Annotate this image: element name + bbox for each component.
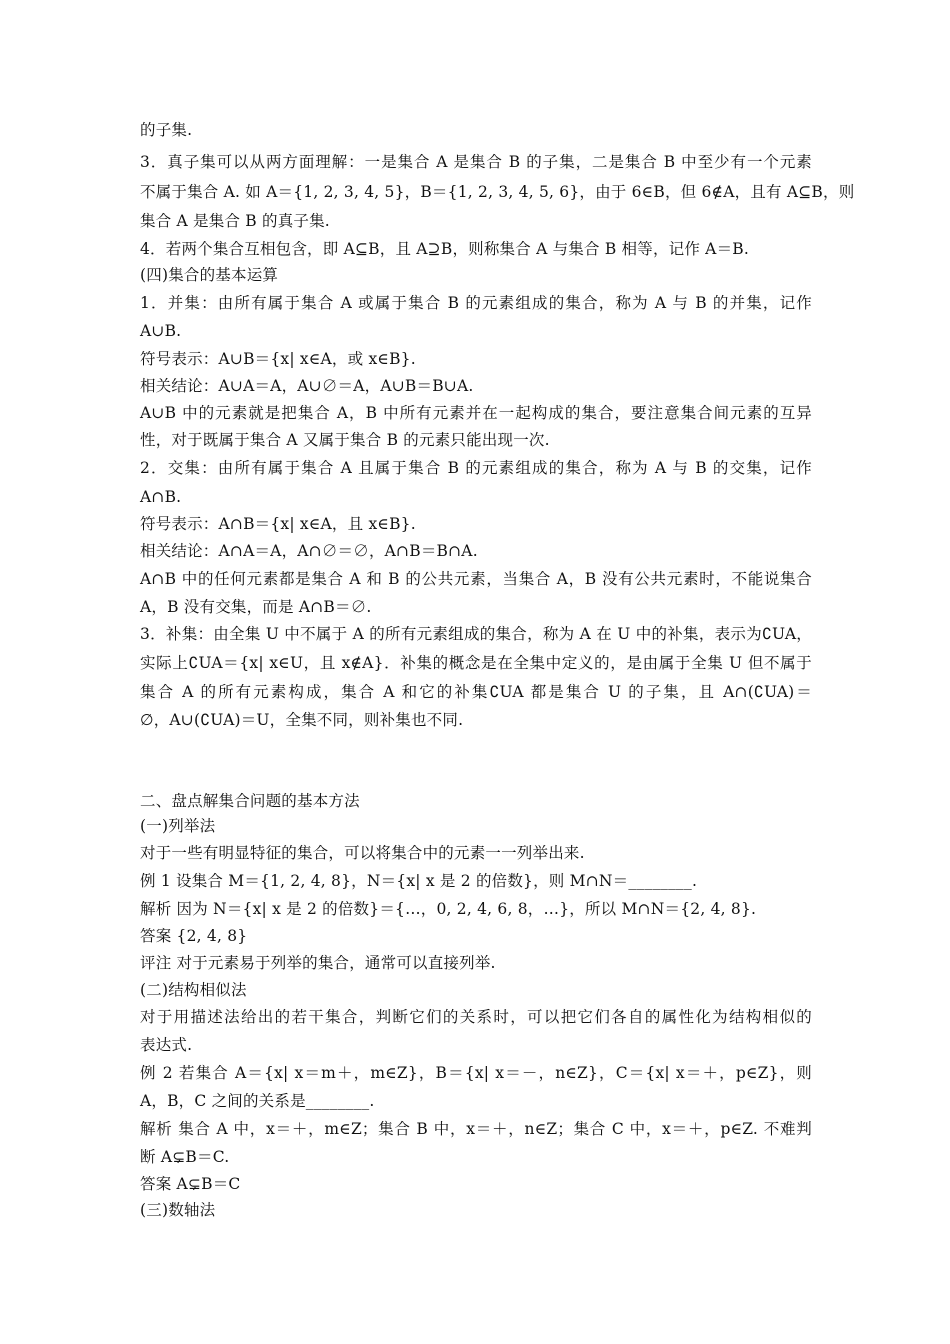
subsection-heading: (一)列举法 [140,817,216,835]
text-line: 1．并集：由所有属于集合 A 或属于集合 B 的元素组成的集合，称为 A 与 B 的并集，记作 [140,294,812,312]
text-line: A∪B 中的元素就是把集合 A，B 中所有元素并在一起构成的集合，要注意集合间元素的互异 [140,404,812,422]
text-line: 性，对于既属于集合 A 又属于集合 B 的元素只能出现一次. [140,431,550,449]
text-line: A，B 没有交集，而是 A∩B＝∅. [140,598,372,616]
text-line: 相关结论：A∩A＝A，A∩∅＝∅，A∩B＝B∩A. [140,542,478,560]
text-line: 的子集. [140,121,193,139]
text-line: ∅，A∪(∁UA)＝U，全集不同，则补集也不同. [140,711,464,729]
example-line: 例 1 设集合 M＝{1, 2, 4, 8}，N＝{x| x 是 2 的倍数}，则 M∩N＝________. [140,872,698,890]
text-line: 符号表示：A∪B＝{x| x∈A，或 x∈B}. [140,350,416,368]
subsection-heading: (三)数轴法 [140,1201,216,1219]
text-line: 断 A⊊B＝C. [140,1148,230,1166]
answer-line: 答案 A⊊B＝C [140,1175,241,1193]
text-line: 集合 A 的所有元素构成，集合 A 和它的补集∁UA 都是集合 U 的子集，且 A∩(∁UA)＝ [140,683,812,701]
analysis-line: 解析 集合 A 中，x＝＋，m∈Z；集合 B 中，x＝＋，n∈Z；集合 C 中，x＝＋，p∈Z. 不难判 [140,1120,812,1138]
text-line: 4．若两个集合互相包含，即 A⊆B，且 A⊇B，则称集合 A 与集合 B 相等，记作 A＝B. [140,240,749,258]
text-line: 3．补集：由全集 U 中不属于 A 的所有元素组成的集合，称为 A 在 U 中的补集，表示为∁UA， [140,625,812,643]
section-heading: 二、盘点解集合问题的基本方法 [140,792,360,810]
analysis-line: 解析 因为 N＝{x| x 是 2 的倍数}＝{…，0, 2, 4, 6, 8，…}，所以 M∩N＝{2, 4, 8}. [140,900,757,918]
comment-line: 评注 对于元素易于列举的集合，通常可以直接列举. [140,954,496,972]
text-line: 符号表示：A∩B＝{x| x∈A，且 x∈B}. [140,515,416,533]
text-line: A，B，C 之间的关系是________. [140,1092,375,1110]
text-line: 对于一些有明显特征的集合，可以将集合中的元素一一列举出来. [140,844,585,862]
text-line: A∪B. [140,322,182,340]
text-line: 表达式. [140,1036,193,1054]
subsection-heading: (二)结构相似法 [140,981,247,999]
example-line: 例 2 若集合 A＝{x| x＝m＋，m∈Z}，B＝{x| x＝－，n∈Z}，C＝{x| x＝＋，p∈Z}，则 [140,1064,812,1082]
text-line: 3．真子集可以从两方面理解：一是集合 A 是集合 B 的子集，二是集合 B 中至少有一个元素 [140,153,812,171]
text-line: 对于用描述法给出的若干集合，判断它们的关系时，可以把它们各自的属性化为结构相似的 [140,1008,812,1026]
text-line: A∩B. [140,488,182,506]
text-line: A∩B 中的任何元素都是集合 A 和 B 的公共元素，当集合 A，B 没有公共元素时，不能说集合 [140,570,812,588]
text-line: 2．交集：由所有属于集合 A 且属于集合 B 的元素组成的集合，称为 A 与 B 的交集，记作 [140,459,812,477]
text-line: 实际上∁UA＝{x| x∈U，且 x∉A}．补集的概念是在全集中定义的，是由属于全集 U 但不属于 [140,654,812,672]
answer-line: 答案 {2, 4, 8} [140,927,248,945]
text-line: 集合 A 是集合 B 的真子集. [140,212,330,230]
text-line: 不属于集合 A. 如 A＝{1, 2, 3, 4, 5}，B＝{1, 2, 3, 4, 5, 6}，由于 6∈B，但 6∉A，且有 A⊆B，则 [140,183,855,201]
text-line: 相关结论：A∪A＝A，A∪∅＝A，A∪B＝B∪A. [140,377,474,395]
section-heading: (四)集合的基本运算 [140,266,279,284]
